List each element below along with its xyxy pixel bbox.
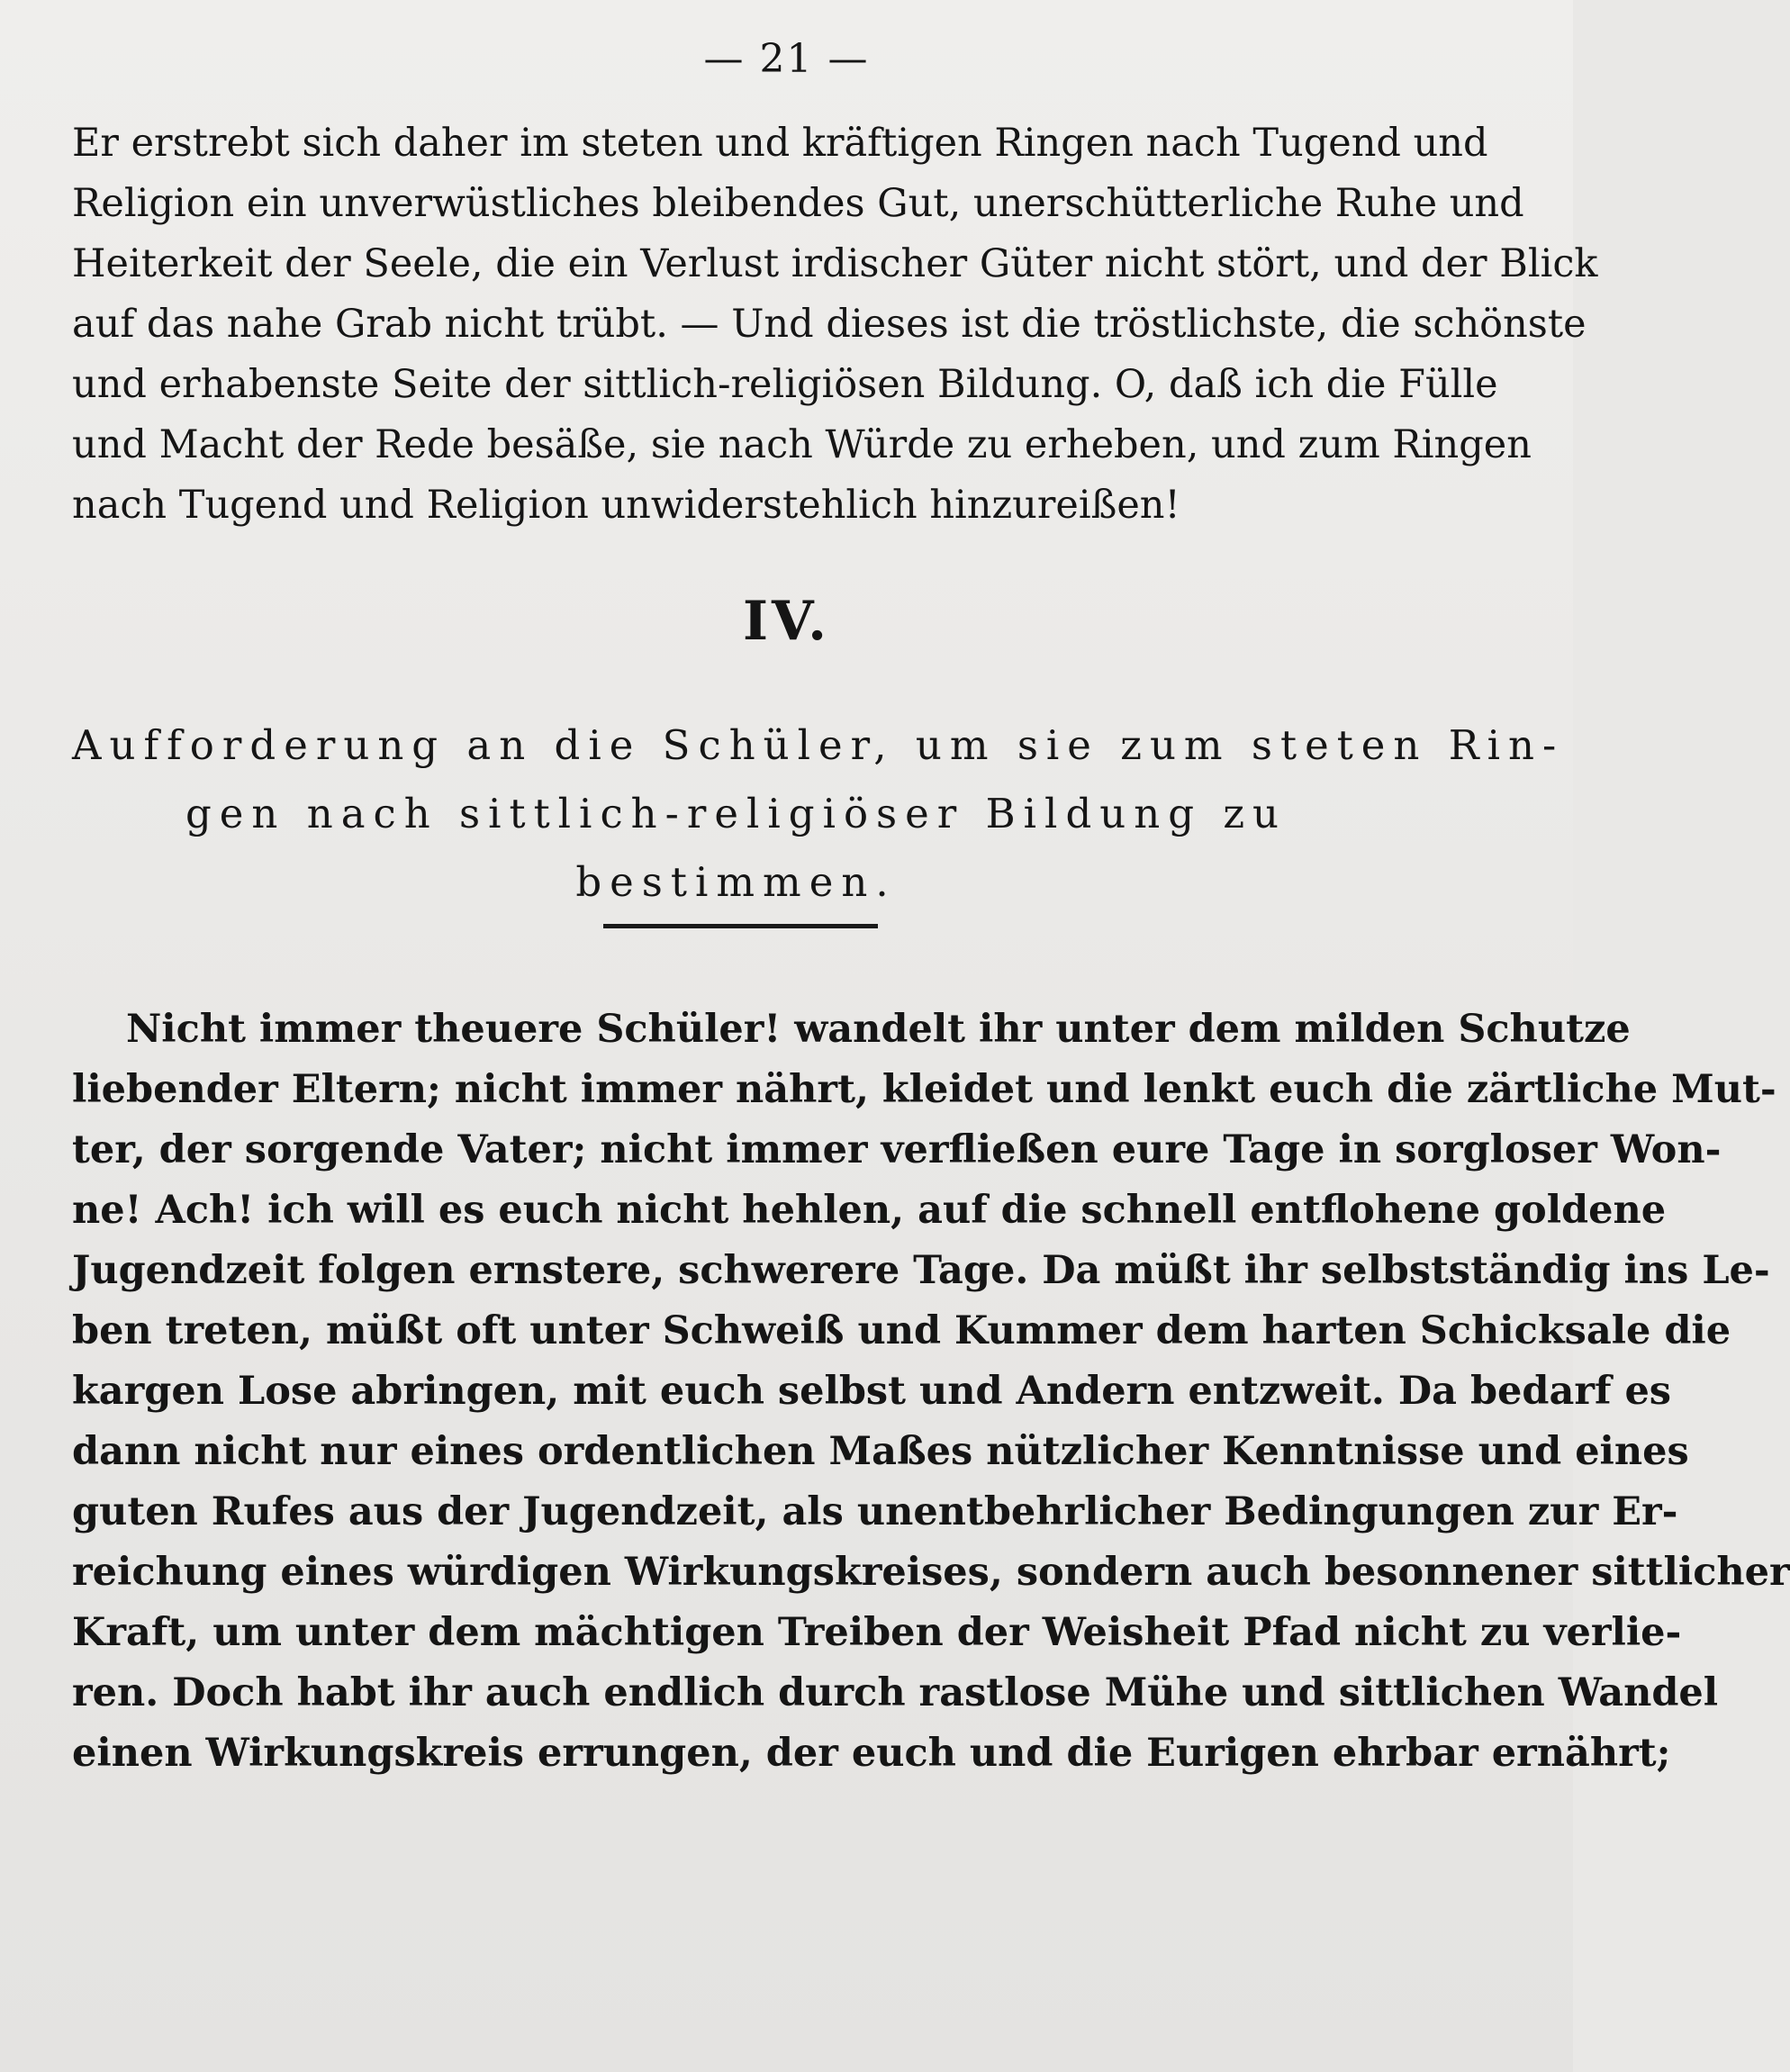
heading-line: gen nach sittlich-religiöser Bildung zu bbox=[185, 790, 1288, 837]
text-line: Jugendzeit folgen ernstere, schwerere Tage. Da müßt ihr selbstständig ins Le- bbox=[72, 1248, 1770, 1293]
text-line: nach Tugend und Religion unwiderstehlich hinzureißen! bbox=[72, 483, 1180, 528]
section-heading bbox=[72, 711, 1565, 917]
paragraph-closing-section-iii bbox=[72, 113, 1598, 536]
text-line: ne! Ach! ich will es euch nicht hehlen, auf die schnell entflohene goldene bbox=[72, 1188, 1667, 1233]
text-line: Nicht immer theuere Schüler! wandelt ihr unter dem milden Schutze bbox=[126, 1007, 1631, 1052]
heading-line: Aufforderung an die Schüler, um sie zum steten Rin- bbox=[72, 721, 1565, 769]
text-line: ter, der sorgende Vater; nicht immer verfließen eure Tage in sorgloser Won- bbox=[72, 1127, 1722, 1172]
heading-line: bestimmen. bbox=[575, 858, 897, 906]
text-line: liebender Eltern; nicht immer nährt, kleidet und lenkt euch die zärtliche Mut- bbox=[72, 1067, 1776, 1112]
text-line: ren. Doch habt ihr auch endlich durch rastlose Mühe und sittlichen Wandel bbox=[72, 1670, 1719, 1715]
text-line: einen Wirkungskreis errungen, der euch und die Eurigen ehrbar ernährt; bbox=[72, 1731, 1671, 1776]
paragraph-section-iv bbox=[72, 1000, 1790, 1784]
text-line: guten Rufes aus der Jugendzeit, als unentbehrlicher Bedingungen zur Er- bbox=[72, 1489, 1678, 1534]
text-line: kargen Lose abringen, mit euch selbst und Andern entzweit. Da bedarf es bbox=[72, 1369, 1672, 1414]
section-divider-rule bbox=[603, 924, 878, 928]
section-number: IV. bbox=[742, 590, 831, 653]
page-number: — 21 — bbox=[703, 36, 870, 82]
text-line: und Macht der Rede besäße, sie nach Würde zu erheben, und zum Ringen bbox=[72, 422, 1532, 467]
text-line: Er erstrebt sich daher im steten und kräftigen Ringen nach Tugend und bbox=[72, 121, 1488, 166]
text-line: dann nicht nur eines ordentlichen Maßes nützlicher Kenntnisse und eines bbox=[72, 1429, 1689, 1474]
text-line: Heiterkeit der Seele, die ein Verlust irdischer Güter nicht stört, und der Blick bbox=[72, 241, 1598, 286]
text-line: auf das nahe Grab nicht trübt. — Und dieses ist die tröstlichste, die schönste bbox=[72, 302, 1587, 347]
text-line: Kraft, um unter dem mächtigen Treiben der Weisheit Pfad nicht zu verlie- bbox=[72, 1610, 1682, 1655]
text-line: reichung eines würdigen Wirkungskreises, sondern auch besonnener sittlicher bbox=[72, 1550, 1790, 1595]
text-line: und erhabenste Seite der sittlich-religiösen Bildung. O, daß ich die Fülle bbox=[72, 362, 1498, 407]
text-line: Religion ein unverwüstliches bleibendes Gut, unerschütterliche Ruhe und bbox=[72, 181, 1524, 226]
text-line: ben treten, müßt oft unter Schweiß und Kummer dem harten Schicksale die bbox=[72, 1308, 1731, 1353]
